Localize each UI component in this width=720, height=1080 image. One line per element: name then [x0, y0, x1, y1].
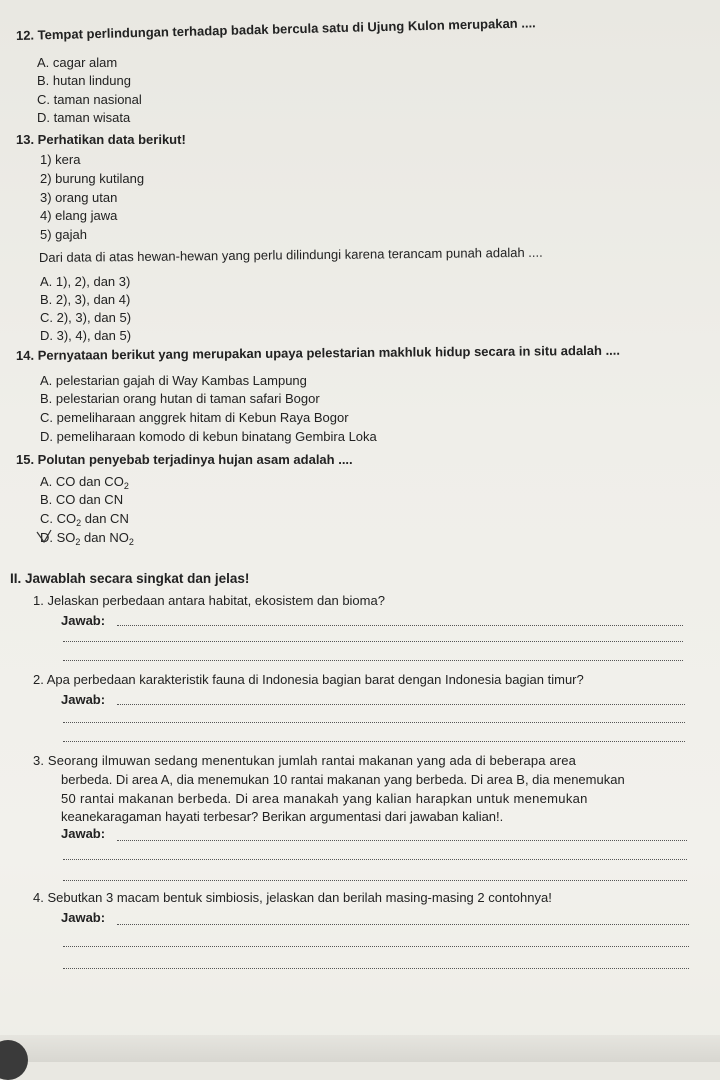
essay-2-answer-line[interactable] [63, 722, 685, 723]
essay-2-answer-line[interactable] [63, 741, 685, 742]
q14-option-d: D. pemeliharaan komodo di kebun binatang Gembira Loka [40, 429, 377, 444]
essay-4-answer-line[interactable] [63, 968, 689, 969]
question-14: 14. Pernyataan berikut yang merupakan upaya pelestarian makhluk hidup secara in situ adalah .... [15, 342, 621, 363]
essay-question-4: 4. Sebutkan 3 macam bentuk simbiosis, jelaskan dan berilah masing-masing 2 contohnya! [33, 890, 552, 905]
essay-question-3-line-3: 50 rantai makanan berbeda. Di area manakah yang kalian harapkan untuk menemukan [61, 791, 588, 806]
question-15: 15. Polutan penyebab terjadinya hujan asam adalah .... [16, 452, 353, 467]
q12-option-c: C. taman nasional [37, 92, 142, 107]
q13-item-5: 5) gajah [40, 227, 87, 242]
q12-option-b: B. hutan lindung [37, 73, 131, 88]
q13-option-a: A. 1), 2), dan 3) [40, 274, 131, 289]
page-bottom-edge [0, 1035, 720, 1062]
question-12: 12. Tempat perlindungan terhadap badak bercula satu di Ujung Kulon merupakan .... [15, 15, 536, 43]
q14-option-c: C. pemeliharaan anggrek hitam di Kebun Raya Bogor [40, 410, 349, 425]
q15-option-a: A. CO dan $CO_2$ [40, 474, 129, 491]
essay-question-2: 2. Apa perbedaan karakteristik fauna di Indonesia bagian barat dengan Indonesia bagian timur? [33, 672, 584, 687]
essay-3-answer-line[interactable] [63, 859, 687, 860]
essay-2-answer-label: Jawab: [61, 692, 106, 707]
q15-option-d: D. $SO_2$ dan $NO_2$ [40, 530, 134, 547]
essay-question-3-line-4: keanekaragaman hayati terbesar? Berikan argumentasi dari jawaban kalian!. [61, 809, 504, 824]
section-2-title: II. Jawablah secara singkat dan jelas! [10, 571, 250, 586]
essay-3-answer-line[interactable] [63, 880, 687, 881]
q15-option-b: B. CO dan CN [40, 492, 124, 507]
essay-3-answer-line[interactable] [117, 840, 687, 841]
q13-option-c: C. 2), 3), dan 5) [40, 310, 132, 325]
essay-question-1: 1. Jelaskan perbedaan antara habitat, ekosistem dan bioma? [33, 593, 385, 608]
q13-item-4: 4) elang jawa [40, 208, 118, 223]
essay-3-answer-label: Jawab: [61, 826, 106, 841]
essay-1-answer-line[interactable] [117, 625, 683, 626]
answer-check-mark [34, 528, 54, 548]
essay-1-answer-label: Jawab: [61, 613, 106, 628]
q13-stem: Dari data di atas hewan-hewan yang perlu dilindungi karena terancam punah adalah .... [38, 244, 543, 265]
essay-question-3-line-2: berbeda. Di area A, dia menemukan 10 rantai makanan yang berbeda. Di area B, dia menemukan [61, 772, 625, 787]
essay-question-3-line-1: 3. Seorang ilmuwan sedang menentukan jumlah rantai makanan yang ada di beberapa area [33, 753, 577, 768]
q12-option-d: D. taman wisata [37, 110, 131, 125]
essay-1-answer-line[interactable] [63, 641, 683, 642]
essay-1-answer-line[interactable] [63, 660, 683, 661]
q13-item-1: 1) kera [40, 152, 81, 167]
essay-4-answer-line[interactable] [117, 924, 689, 925]
question-13: 13. Perhatikan data berikut! [16, 132, 186, 147]
essay-4-answer-label: Jawab: [61, 910, 106, 925]
q15-option-c: C. $CO_2$ dan CN [40, 511, 129, 528]
q14-option-a: A. pelestarian gajah di Way Kambas Lampung [40, 373, 307, 388]
q13-option-d: D. 3), 4), dan 5) [40, 328, 132, 343]
q14-option-b: B. pelestarian orang hutan di taman safari Bogor [40, 391, 320, 406]
essay-2-answer-line[interactable] [117, 704, 685, 705]
q12-option-a: A. cagar alam [37, 55, 118, 70]
q13-item-2: 2) burung kutilang [40, 171, 145, 186]
q13-item-3: 3) orang utan [40, 190, 118, 205]
q13-option-b: B. 2), 3), dan 4) [40, 292, 131, 307]
essay-4-answer-line[interactable] [63, 946, 689, 947]
